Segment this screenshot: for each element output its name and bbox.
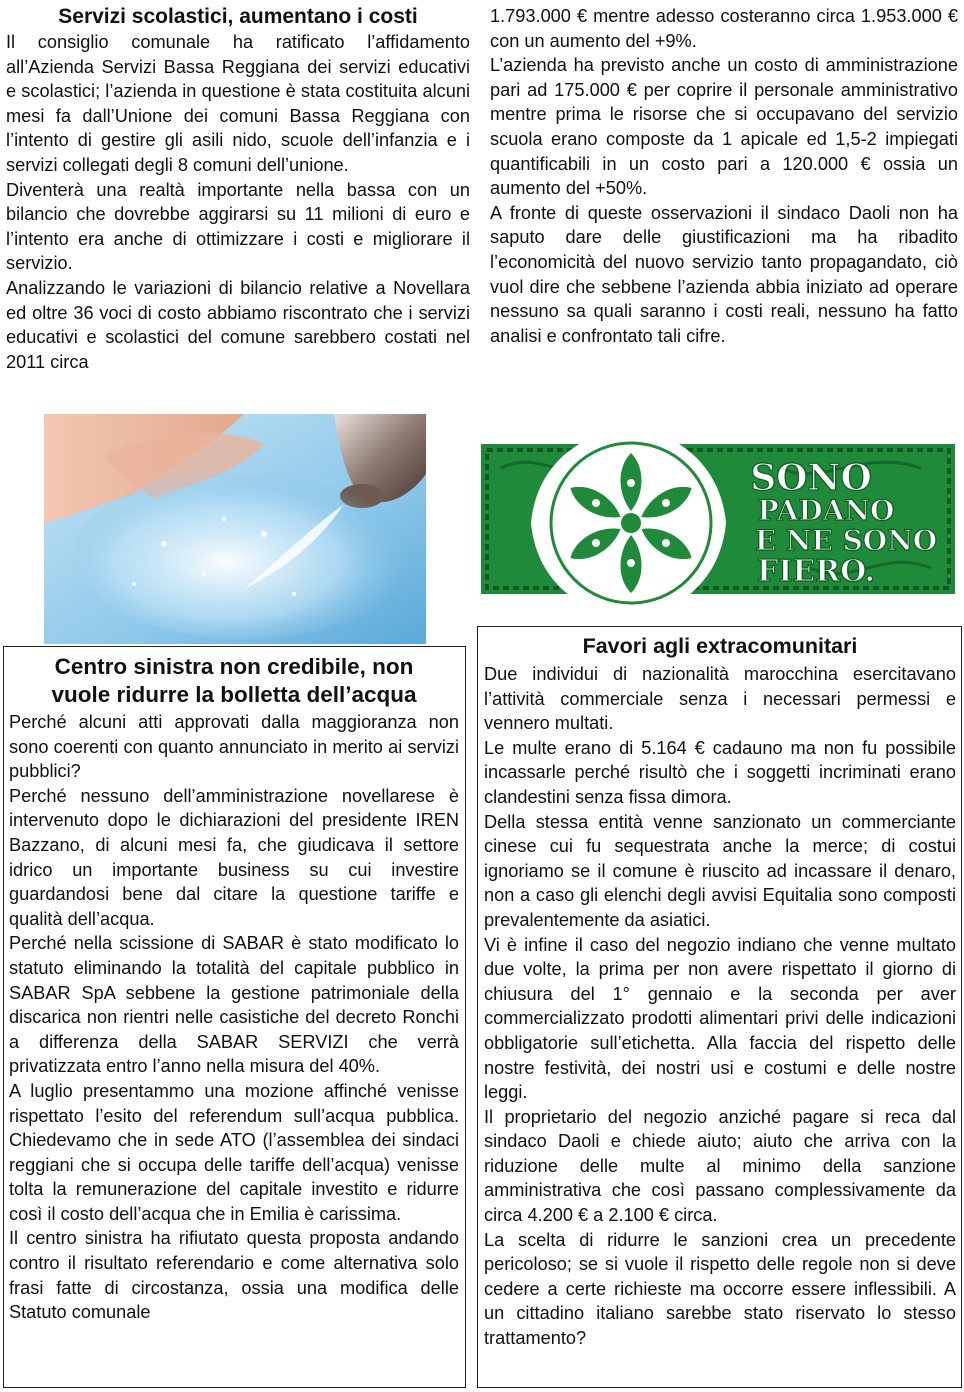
article-favors-immigrants-title: Favori agli extracomunitari xyxy=(582,634,858,658)
article-paragraph: A fronte di queste osservazioni il sindaco Daoli non ha saputo dare delle giustificazioni ma ha ribadito l’economicità del nuovo servizio tanto propagandato, ciò vuol dire che sebbene l’azienda abbia iniziato ad operare nessuno sa quali saranno i costi reali, nessuno ha fatto analisi e confrontato tali cifre. xyxy=(490,202,958,346)
article-paragraph: Perché alcuni atti approvati dalla maggioranza non sono coerenti con quanto annunciato in merito ai servizi pubblici? xyxy=(9,712,459,782)
sono-padano-banner xyxy=(481,428,955,618)
article-paragraph: Vi è infine il caso del negozio indiano che venne multato due volte, la prima per non avere rispettato il giorno di chiusura del 1° gennaio e la seconda per aver commercializzato prodotti alimentari privi delle indicazioni obbligatorie sull’etichetta. Alla faccia del rispetto delle nostre festività, dei nostri usi e costumi e delle nostre leggi. xyxy=(484,934,956,1103)
article-paragraph: Le multe erano di 5.164 € cadauno ma non fu possibile incassarle perché risultò che i soggetti incriminati erano clandestini senza fissa dimora. xyxy=(484,737,956,807)
article-water-bill-title xyxy=(9,653,459,709)
article-paragraph: Perché nella scissione di SABAR è stato modificato lo statuto eliminando la totalità del capitale pubblico in SABAR SpA sebbene la gestione patrimoniale della discarica non rientri nelle casistiche del decreto Ronchi a differenza della SABAR SERVIZI che verrà privatizzata entro l’anno nella misura del 40%. xyxy=(9,933,459,1077)
article-paragraph: Analizzando le variazioni di bilancio relative a Novellara ed oltre 36 voci di costo abbiamo riscontrato che i servizi educativi e scolastici del comune sarebbero costati nel 2011 circa xyxy=(6,277,470,372)
article-school-services xyxy=(6,4,470,374)
article-paragraph: Il centro sinistra ha rifiutato questa proposta andando contro il risultato referendario e come alternativa solo frasi fatte di circostanza, ossia una modifica delle Statuto comunale xyxy=(9,1228,459,1323)
article-paragraph: L’azienda ha previsto anche un costo di amministrazione pari ad 175.000 € per coprire il personale amministrativo mentre prima le risorse che si occupavano del servizio scuola erano composte da 1 apicale ed 1,5-2 impiegati quantificabili in un costo pari a 120.000 € ossia un aumento del +50%. xyxy=(490,55,958,199)
title-line: vuole ridurre la bolletta dell’acqua xyxy=(51,682,417,707)
article-school-services-continuation xyxy=(490,4,958,348)
article-school-services-title: Servizi scolastici, aumentano i costi xyxy=(58,5,418,28)
title-line: Centro sinistra non credibile, non xyxy=(54,654,414,679)
article-paragraph: La scelta di ridurre le sanzioni crea un precedente pericoloso; se si vuole il rispetto delle regole non si deve cedere a certe richieste ma occorre essere inflessibili. A un cittadino italiano sarebbe stato riservato lo stesso trattamento? xyxy=(484,1229,956,1349)
banner-line-1: SONO xyxy=(750,457,872,499)
article-paragraph: Il consiglio comunale ha ratificato l’affidamento all’Azienda Servizi Bassa Reggiana dei servizi educativi e scolastici; l’azienda in questione è stata costituita alcuni mesi fa dall’Unione dei comuni Bassa Reggiana con l’intento di gestire gli asili nido, scuole dell’infanzia e i servizi collegati degli 8 comuni dell’unione. xyxy=(6,32,470,175)
banner-line-3: E NE SONO xyxy=(754,524,938,557)
article-favors-immigrants xyxy=(477,626,962,1388)
water-tap-photo xyxy=(44,414,426,644)
banner-line-2: PADANO xyxy=(757,494,895,527)
article-paragraph: Perché nessuno dell’amministrazione novellarese è intervenuto dopo le dichiarazioni del presidente IREN Bazzano, di alcuni mesi fa, che giudicava il settore idrico un importante business su cui investire guardandosi bene dal citare la questione tariffe e qualità dell’acqua. xyxy=(9,785,459,929)
article-paragraph: Della stessa entità venne sanzionato un commerciante cinese cui fu sequestrata anche la merce; di costui ignoriamo se il comune è riuscito ad incassare il denaro, non a caso gli elenchi degli avvisi Equitalia sono composti prevalentemente da asiatici. xyxy=(484,811,956,930)
article-paragraph: 1.793.000 € mentre adesso costeranno circa 1.953.000 € con un aumento del +9%. xyxy=(490,6,958,51)
article-paragraph: A luglio presentammo una mozione affinché venisse rispettato l’esito del referendum sull’acqua pubblica. Chiedevamo che in sede ATO (l’assemblea dei sindaci reggiani che si occupa delle tariffe dell’acqua) venisse tolta la remunerazione del capitale investito e ridurre così il costo dell’acqua che in Emilia è carissima. xyxy=(9,1080,459,1224)
banner-line-4: FIERO. xyxy=(757,554,875,589)
article-paragraph: Due individui di nazionalità marocchina esercitavano l’attività commerciale senza i necessari permessi e vennero multati. xyxy=(484,664,956,734)
article-paragraph: Diventerà una realtà importante nella bassa con un bilancio che dovrebbe aggirarsi su 11 milioni di euro e l’intento era anche di ottimizzare i costi e migliorare il servizio. xyxy=(6,179,470,274)
article-water-bill xyxy=(3,646,466,1388)
article-paragraph: Il proprietario del negozio anziché pagare si reca dal sindaco Daoli e chiede aiuto; aiuto che arriva con la riduzione delle multe al minimo della sanzione amministrativa che così passano complessivamente da circa 4.200 € a 2.100 € circa. xyxy=(484,1106,956,1226)
